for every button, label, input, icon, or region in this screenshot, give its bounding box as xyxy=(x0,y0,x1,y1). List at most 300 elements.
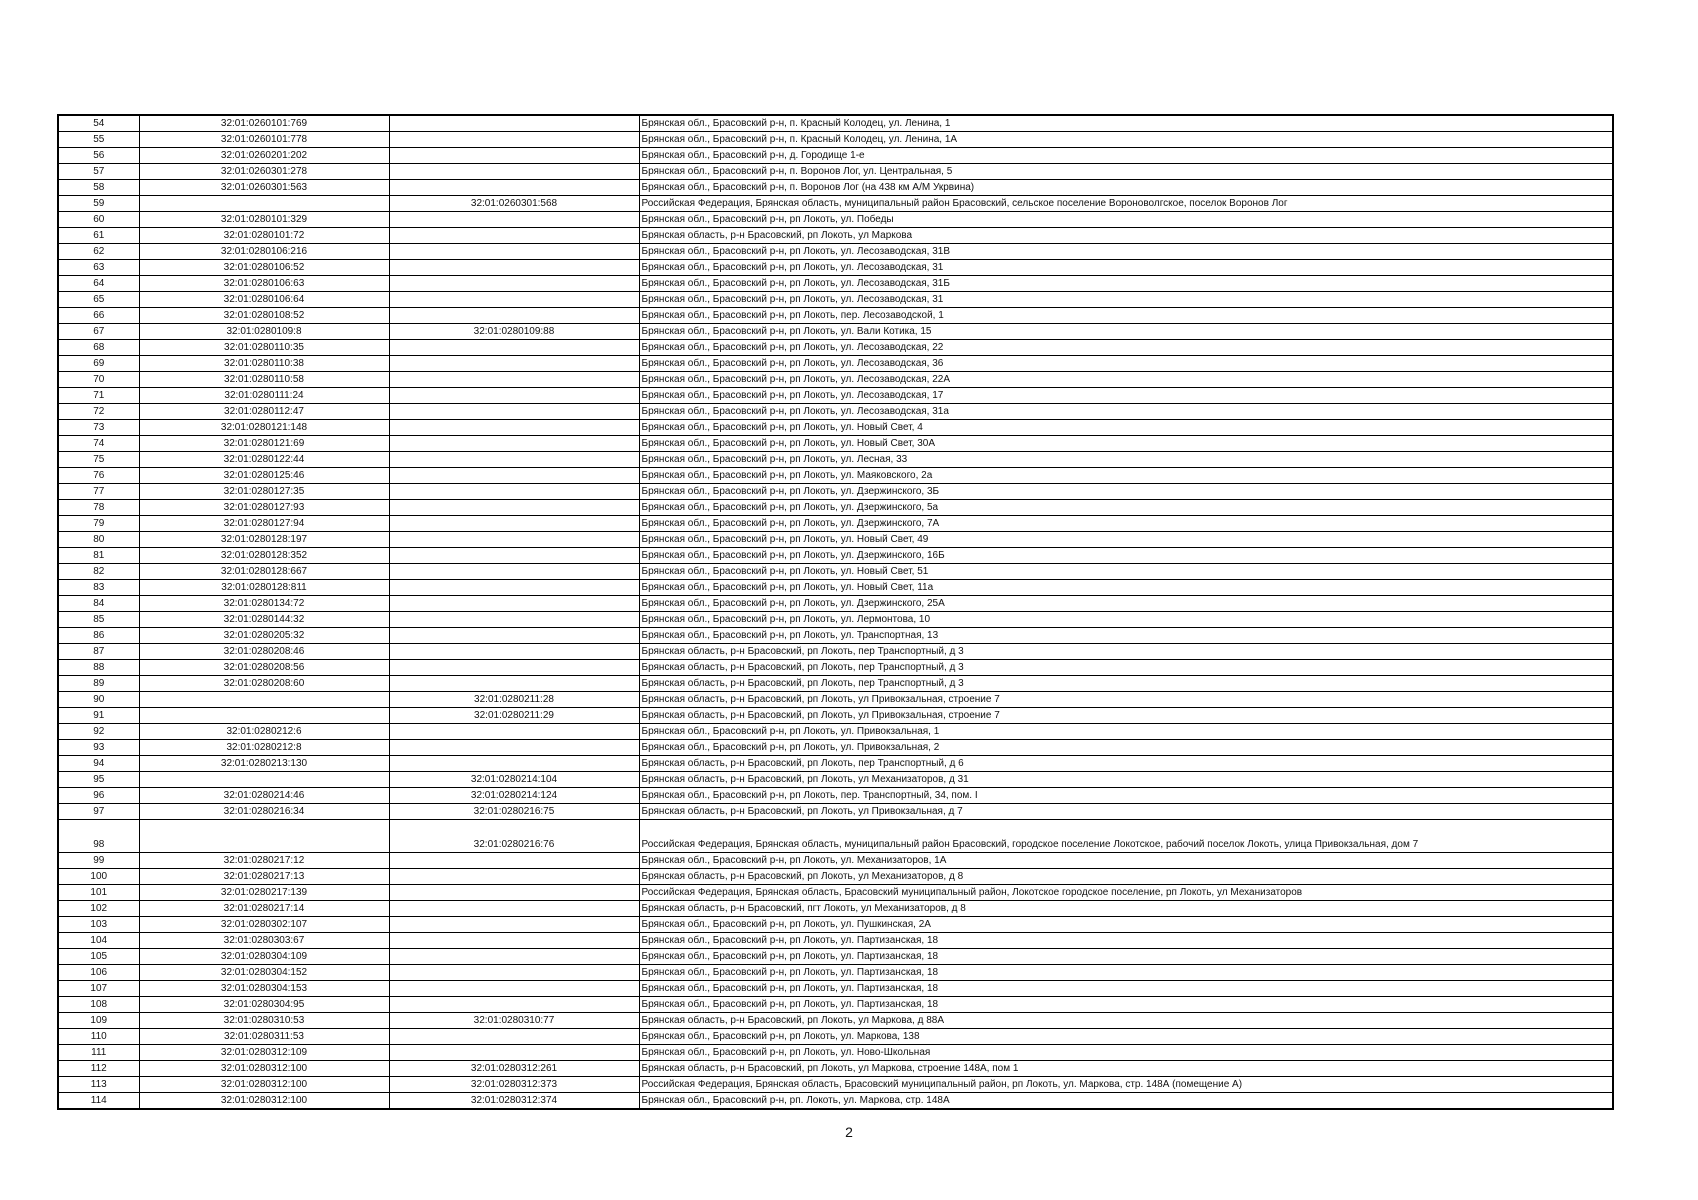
related-cadastral-number-cell xyxy=(389,115,639,132)
address-cell: Брянская область, р-н Брасовский, рп Локоть, пер Транспортный, д 3 xyxy=(639,660,1613,676)
address-cell: Брянская обл., Брасовский р-н, рп Локоть, ул. Партизанская, 18 xyxy=(639,933,1613,949)
row-number-cell: 111 xyxy=(58,1045,139,1061)
cadastral-number-cell: 32:01:0280304:109 xyxy=(139,949,389,965)
row-number-cell: 106 xyxy=(58,965,139,981)
related-cadastral-number-cell xyxy=(389,612,639,628)
address-cell: Брянская обл., Брасовский р-н, рп Локоть, ул. Партизанская, 18 xyxy=(639,997,1613,1013)
row-number-cell: 82 xyxy=(58,564,139,580)
table-row xyxy=(58,820,1613,853)
related-cadastral-number-cell xyxy=(389,404,639,420)
related-cadastral-number-cell xyxy=(389,276,639,292)
row-number-cell: 109 xyxy=(58,1013,139,1029)
table-row xyxy=(58,740,1613,756)
table-row xyxy=(58,404,1613,420)
table-row xyxy=(58,1061,1613,1077)
address-cell: Брянская обл., Брасовский р-н, рп Локоть, ул. Дзержинского, 16Б xyxy=(639,548,1613,564)
table-row xyxy=(58,853,1613,869)
related-cadastral-number-cell xyxy=(389,436,639,452)
row-number-cell: 69 xyxy=(58,356,139,372)
row-number-cell: 110 xyxy=(58,1029,139,1045)
row-number-cell: 85 xyxy=(58,612,139,628)
related-cadastral-number-cell xyxy=(389,372,639,388)
cadastral-number-cell: 32:01:0280208:60 xyxy=(139,676,389,692)
table-row xyxy=(58,132,1613,148)
address-cell: Брянская обл., Брасовский р-н, рп Локоть, ул. Маркова, 138 xyxy=(639,1029,1613,1045)
related-cadastral-number-cell xyxy=(389,1045,639,1061)
related-cadastral-number-cell xyxy=(389,644,639,660)
address-cell: Брянская обл., Брасовский р-н, рп Локоть, ул. Лесозаводская, 36 xyxy=(639,356,1613,372)
related-cadastral-number-cell xyxy=(389,965,639,981)
address-cell: Брянская обл., Брасовский р-н, рп Локоть, ул. Лесозаводская, 31Б xyxy=(639,276,1613,292)
table-row xyxy=(58,356,1613,372)
row-number-cell: 93 xyxy=(58,740,139,756)
address-cell: Брянская обл., Брасовский р-н, рп Локоть, ул. Новый Свет, 30А xyxy=(639,436,1613,452)
address-cell: Брянская обл., Брасовский р-н, рп Локоть, ул. Дзержинского, 3Б xyxy=(639,484,1613,500)
cadastral-number-cell: 32:01:0280101:72 xyxy=(139,228,389,244)
related-cadastral-number-cell: 32:01:0280312:261 xyxy=(389,1061,639,1077)
cadastral-number-cell: 32:01:0280208:46 xyxy=(139,644,389,660)
row-number-cell: 89 xyxy=(58,676,139,692)
cadastral-number-cell xyxy=(139,196,389,212)
table-row xyxy=(58,180,1613,196)
cadastral-number-cell: 32:01:0260201:202 xyxy=(139,148,389,164)
related-cadastral-number-cell xyxy=(389,933,639,949)
related-cadastral-number-cell xyxy=(389,212,639,228)
address-cell: Брянская область, р-н Брасовский, рп Локоть, ул Привокзальная, д 7 xyxy=(639,804,1613,820)
row-number-cell: 74 xyxy=(58,436,139,452)
related-cadastral-number-cell xyxy=(389,676,639,692)
related-cadastral-number-cell xyxy=(389,132,639,148)
address-cell: Брянская обл., Брасовский р-н, рп Локоть, ул. Привокзальная, 1 xyxy=(639,724,1613,740)
address-cell: Брянская обл., Брасовский р-н, рп Локоть, пер. Транспортный, 34, пом. I xyxy=(639,788,1613,804)
table-row xyxy=(58,468,1613,484)
row-number-cell: 59 xyxy=(58,196,139,212)
table-row xyxy=(58,708,1613,724)
related-cadastral-number-cell xyxy=(389,228,639,244)
row-number-cell: 83 xyxy=(58,580,139,596)
cadastral-number-cell: 32:01:0280212:8 xyxy=(139,740,389,756)
row-number-cell: 56 xyxy=(58,148,139,164)
cadastral-number-cell xyxy=(139,820,389,853)
related-cadastral-number-cell xyxy=(389,356,639,372)
cadastral-number-cell: 32:01:0280127:93 xyxy=(139,500,389,516)
cadastral-number-cell: 32:01:0280217:13 xyxy=(139,869,389,885)
address-cell: Брянская обл., Брасовский р-н, п. Воронов Лог, ул. Центральная, 5 xyxy=(639,164,1613,180)
address-cell: Брянская обл., Брасовский р-н, рп Локоть, ул. Дзержинского, 25А xyxy=(639,596,1613,612)
cadastral-number-cell: 32:01:0280205:32 xyxy=(139,628,389,644)
related-cadastral-number-cell xyxy=(389,869,639,885)
table-row xyxy=(58,772,1613,788)
related-cadastral-number-cell xyxy=(389,596,639,612)
address-cell: Брянская область, р-н Брасовский, рп Локоть, ул Маркова, строение 148А, пом 1 xyxy=(639,1061,1613,1077)
related-cadastral-number-cell xyxy=(389,500,639,516)
address-cell: Брянская обл., Брасовский р-н, рп Локоть, ул. Новый Свет, 4 xyxy=(639,420,1613,436)
table-row xyxy=(58,965,1613,981)
related-cadastral-number-cell xyxy=(389,260,639,276)
address-cell: Брянская область, р-н Брасовский, рп Локоть, ул Маркова, д 88А xyxy=(639,1013,1613,1029)
address-cell: Брянская обл., Брасовский р-н, рп Локоть, ул. Новый Свет, 49 xyxy=(639,532,1613,548)
cadastral-number-cell: 32:01:0280121:69 xyxy=(139,436,389,452)
related-cadastral-number-cell: 32:01:0280216:75 xyxy=(389,804,639,820)
row-number-cell: 87 xyxy=(58,644,139,660)
cadastral-number-cell: 32:01:0280304:152 xyxy=(139,965,389,981)
row-number-cell: 79 xyxy=(58,516,139,532)
row-number-cell: 77 xyxy=(58,484,139,500)
related-cadastral-number-cell xyxy=(389,740,639,756)
row-number-cell: 103 xyxy=(58,917,139,933)
row-number-cell: 65 xyxy=(58,292,139,308)
row-number-cell: 88 xyxy=(58,660,139,676)
cadastral-number-cell: 32:01:0280214:46 xyxy=(139,788,389,804)
related-cadastral-number-cell xyxy=(389,548,639,564)
related-cadastral-number-cell xyxy=(389,917,639,933)
cadastral-number-cell: 32:01:0280108:52 xyxy=(139,308,389,324)
row-number-cell: 113 xyxy=(58,1077,139,1093)
row-number-cell: 108 xyxy=(58,997,139,1013)
table-row xyxy=(58,1013,1613,1029)
address-cell: Брянская обл., Брасовский р-н, рп Локоть, ул. Лесозаводская, 17 xyxy=(639,388,1613,404)
row-number-cell: 62 xyxy=(58,244,139,260)
related-cadastral-number-cell xyxy=(389,148,639,164)
row-number-cell: 112 xyxy=(58,1061,139,1077)
address-cell: Брянская обл., Брасовский р-н, д. Городище 1-е xyxy=(639,148,1613,164)
table-row xyxy=(58,1045,1613,1061)
cadastral-number-cell: 32:01:0280212:6 xyxy=(139,724,389,740)
related-cadastral-number-cell: 32:01:0280310:77 xyxy=(389,1013,639,1029)
table-row xyxy=(58,228,1613,244)
cadastral-number-cell: 32:01:0280128:811 xyxy=(139,580,389,596)
related-cadastral-number-cell xyxy=(389,452,639,468)
row-number-cell: 98 xyxy=(58,820,139,853)
table-row xyxy=(58,724,1613,740)
table-row xyxy=(58,452,1613,468)
related-cadastral-number-cell xyxy=(389,1029,639,1045)
table-row xyxy=(58,756,1613,772)
cadastral-number-cell: 32:01:0280310:53 xyxy=(139,1013,389,1029)
row-number-cell: 114 xyxy=(58,1093,139,1110)
table-row xyxy=(58,148,1613,164)
cadastral-number-cell: 32:01:0280303:67 xyxy=(139,933,389,949)
cadastral-number-cell xyxy=(139,772,389,788)
address-cell: Брянская обл., Брасовский р-н, рп Локоть, ул. Дзержинского, 5а xyxy=(639,500,1613,516)
related-cadastral-number-cell: 32:01:0260301:568 xyxy=(389,196,639,212)
table-row xyxy=(58,276,1613,292)
table-row xyxy=(58,676,1613,692)
table-row xyxy=(58,885,1613,901)
row-number-cell: 63 xyxy=(58,260,139,276)
row-number-cell: 86 xyxy=(58,628,139,644)
table-row xyxy=(58,115,1613,132)
related-cadastral-number-cell xyxy=(389,180,639,196)
cadastral-number-cell: 32:01:0280112:47 xyxy=(139,404,389,420)
address-cell: Брянская обл., Брасовский р-н, рп Локоть, ул. Партизанская, 18 xyxy=(639,981,1613,997)
related-cadastral-number-cell: 32:01:0280211:28 xyxy=(389,692,639,708)
address-cell: Брянская обл., Брасовский р-н, рп Локоть, ул. Транспортная, 13 xyxy=(639,628,1613,644)
cadastral-number-cell: 32:01:0280128:197 xyxy=(139,532,389,548)
table-row xyxy=(58,292,1613,308)
related-cadastral-number-cell xyxy=(389,660,639,676)
cadastral-number-cell: 32:01:0280216:34 xyxy=(139,804,389,820)
cadastral-number-cell: 32:01:0280144:32 xyxy=(139,612,389,628)
address-cell: Брянская обл., Брасовский р-н, рп Локоть, ул. Партизанская, 18 xyxy=(639,965,1613,981)
address-cell: Брянская обл., Брасовский р-н, рп Локоть, ул. Лесозаводская, 22 xyxy=(639,340,1613,356)
row-number-cell: 78 xyxy=(58,500,139,516)
cadastral-number-cell: 32:01:0280111:24 xyxy=(139,388,389,404)
related-cadastral-number-cell xyxy=(389,981,639,997)
row-number-cell: 70 xyxy=(58,372,139,388)
address-cell: Брянская обл., Брасовский р-н, рп Локоть, ул. Партизанская, 18 xyxy=(639,949,1613,965)
address-cell: Брянская область, р-н Брасовский, рп Локоть, ул Привокзальная, строение 7 xyxy=(639,708,1613,724)
row-number-cell: 75 xyxy=(58,452,139,468)
address-cell: Брянская обл., Брасовский р-н, рп Локоть, ул. Лесозаводская, 31В xyxy=(639,244,1613,260)
row-number-cell: 90 xyxy=(58,692,139,708)
related-cadastral-number-cell xyxy=(389,468,639,484)
row-number-cell: 58 xyxy=(58,180,139,196)
table-row xyxy=(58,564,1613,580)
table-row xyxy=(58,644,1613,660)
cadastral-number-cell: 32:01:0280213:130 xyxy=(139,756,389,772)
cadastral-number-cell: 32:01:0280304:153 xyxy=(139,981,389,997)
address-cell: Брянская обл., Брасовский р-н, рп Локоть, ул. Пушкинская, 2А xyxy=(639,917,1613,933)
related-cadastral-number-cell xyxy=(389,388,639,404)
table-row xyxy=(58,164,1613,180)
row-number-cell: 80 xyxy=(58,532,139,548)
row-number-cell: 104 xyxy=(58,933,139,949)
related-cadastral-number-cell: 32:01:0280214:124 xyxy=(389,788,639,804)
row-number-cell: 107 xyxy=(58,981,139,997)
row-number-cell: 64 xyxy=(58,276,139,292)
row-number-cell: 72 xyxy=(58,404,139,420)
table-body xyxy=(58,115,1613,1109)
table-row xyxy=(58,660,1613,676)
cadastral-number-cell: 32:01:0280122:44 xyxy=(139,452,389,468)
cadastral-number-cell: 32:01:0280217:14 xyxy=(139,901,389,917)
row-number-cell: 55 xyxy=(58,132,139,148)
address-cell: Российская Федерация, Брянская область, Брасовский муниципальный район, Локотское городское поселение, рп Локоть, ул Механизаторов xyxy=(639,885,1613,901)
address-cell: Брянская обл., Брасовский р-н, п. Красный Колодец, ул. Ленина, 1А xyxy=(639,132,1613,148)
address-cell: Брянская область, р-н Брасовский, пгт Локоть, ул Механизаторов, д 8 xyxy=(639,901,1613,917)
related-cadastral-number-cell xyxy=(389,885,639,901)
cadastral-number-cell: 32:01:0280106:52 xyxy=(139,260,389,276)
address-cell: Российская Федерация, Брянская область, муниципальный район Брасовский, городское поселение Локотское, рабочий поселок Локоть, улица Привокзальная, дом 7 xyxy=(639,820,1613,853)
related-cadastral-number-cell: 32:01:0280216:76 xyxy=(389,820,639,853)
address-cell: Брянская обл., Брасовский р-н, рп Локоть, ул. Лесозаводская, 31а xyxy=(639,404,1613,420)
address-cell: Брянская обл., Брасовский р-н, рп Локоть, пер. Лесозаводской, 1 xyxy=(639,308,1613,324)
table-row xyxy=(58,917,1613,933)
cadastral-number-cell: 32:01:0280106:63 xyxy=(139,276,389,292)
related-cadastral-number-cell xyxy=(389,420,639,436)
cadastral-number-cell: 32:01:0280312:100 xyxy=(139,1061,389,1077)
row-number-cell: 91 xyxy=(58,708,139,724)
table-row xyxy=(58,308,1613,324)
address-cell: Брянская обл., Брасовский р-н, рп Локоть, ул. Привокзальная, 2 xyxy=(639,740,1613,756)
address-cell: Брянская обл., Брасовский р-н, рп Локоть, ул. Вали Котика, 15 xyxy=(639,324,1613,340)
cadastral-number-cell: 32:01:0280101:329 xyxy=(139,212,389,228)
row-number-cell: 102 xyxy=(58,901,139,917)
row-number-cell: 96 xyxy=(58,788,139,804)
row-number-cell: 105 xyxy=(58,949,139,965)
address-cell: Брянская область, р-н Брасовский, рп Локоть, ул Маркова xyxy=(639,228,1613,244)
related-cadastral-number-cell xyxy=(389,244,639,260)
related-cadastral-number-cell xyxy=(389,580,639,596)
cadastral-number-cell: 32:01:0280106:216 xyxy=(139,244,389,260)
cadastral-number-cell: 32:01:0260301:278 xyxy=(139,164,389,180)
row-number-cell: 61 xyxy=(58,228,139,244)
row-number-cell: 67 xyxy=(58,324,139,340)
table-row xyxy=(58,628,1613,644)
cadastral-number-cell: 32:01:0280312:109 xyxy=(139,1045,389,1061)
row-number-cell: 101 xyxy=(58,885,139,901)
address-cell: Брянская область, р-н Брасовский, рп Локоть, ул Привокзальная, строение 7 xyxy=(639,692,1613,708)
table-row xyxy=(58,1077,1613,1093)
related-cadastral-number-cell xyxy=(389,164,639,180)
cadastral-number-cell: 32:01:0280217:139 xyxy=(139,885,389,901)
table-row xyxy=(58,340,1613,356)
row-number-cell: 95 xyxy=(58,772,139,788)
table-row xyxy=(58,548,1613,564)
table-row xyxy=(58,804,1613,820)
row-number-cell: 81 xyxy=(58,548,139,564)
cadastral-number-cell: 32:01:0280311:53 xyxy=(139,1029,389,1045)
address-cell: Брянская обл., Брасовский р-н, рп Локоть, ул. Победы xyxy=(639,212,1613,228)
cadastral-number-cell: 32:01:0280127:35 xyxy=(139,484,389,500)
address-cell: Брянская обл., Брасовский р-н, рп Локоть, ул. Новый Свет, 51 xyxy=(639,564,1613,580)
row-number-cell: 73 xyxy=(58,420,139,436)
cadastral-number-cell: 32:01:0280304:95 xyxy=(139,997,389,1013)
table-row xyxy=(58,901,1613,917)
table-row xyxy=(58,484,1613,500)
cadastral-number-cell: 32:01:0280110:35 xyxy=(139,340,389,356)
row-number-cell: 94 xyxy=(58,756,139,772)
address-cell: Российская Федерация, Брянская область, Брасовский муниципальный район, рп Локоть, ул. Маркова, стр. 148А (помещение А) xyxy=(639,1077,1613,1093)
table-row xyxy=(58,324,1613,340)
table-row xyxy=(58,869,1613,885)
cadastral-number-cell: 32:01:0280127:94 xyxy=(139,516,389,532)
address-cell: Брянская обл., Брасовский р-н, рп Локоть, ул. Дзержинского, 7А xyxy=(639,516,1613,532)
table-row xyxy=(58,196,1613,212)
table-row xyxy=(58,788,1613,804)
row-number-cell: 92 xyxy=(58,724,139,740)
related-cadastral-number-cell xyxy=(389,532,639,548)
related-cadastral-number-cell xyxy=(389,756,639,772)
address-cell: Брянская обл., Брасовский р-н, рп Локоть, ул. Лесозаводская, 31 xyxy=(639,292,1613,308)
related-cadastral-number-cell: 32:01:0280109:88 xyxy=(389,324,639,340)
related-cadastral-number-cell xyxy=(389,853,639,869)
cadastral-number-cell: 32:01:0280134:72 xyxy=(139,596,389,612)
related-cadastral-number-cell: 32:01:0280312:374 xyxy=(389,1093,639,1110)
row-number-cell: 66 xyxy=(58,308,139,324)
table-row xyxy=(58,516,1613,532)
related-cadastral-number-cell: 32:01:0280312:373 xyxy=(389,1077,639,1093)
row-number-cell: 54 xyxy=(58,115,139,132)
related-cadastral-number-cell xyxy=(389,901,639,917)
cadastral-number-cell: 32:01:0280128:667 xyxy=(139,564,389,580)
related-cadastral-number-cell xyxy=(389,484,639,500)
table-row xyxy=(58,372,1613,388)
cadastral-number-cell: 32:01:0280312:100 xyxy=(139,1093,389,1110)
table-row xyxy=(58,500,1613,516)
address-cell: Брянская обл., Брасовский р-н, рп Локоть, ул. Новый Свет, 11а xyxy=(639,580,1613,596)
table-row xyxy=(58,933,1613,949)
related-cadastral-number-cell xyxy=(389,949,639,965)
related-cadastral-number-cell: 32:01:0280214:104 xyxy=(389,772,639,788)
address-cell: Брянская обл., Брасовский р-н, п. Красный Колодец, ул. Ленина, 1 xyxy=(639,115,1613,132)
cadastral-number-cell: 32:01:0280217:12 xyxy=(139,853,389,869)
cadastral-number-cell: 32:01:0280106:64 xyxy=(139,292,389,308)
row-number-cell: 84 xyxy=(58,596,139,612)
row-number-cell: 100 xyxy=(58,869,139,885)
address-cell: Брянская обл., Брасовский р-н, п. Воронов Лог (на 438 км А/М Укрвина) xyxy=(639,180,1613,196)
table-row xyxy=(58,580,1613,596)
table-row xyxy=(58,596,1613,612)
related-cadastral-number-cell xyxy=(389,308,639,324)
address-cell: Брянская обл., Брасовский р-н, рп Локоть, ул. Маяковского, 2а xyxy=(639,468,1613,484)
row-number-cell: 57 xyxy=(58,164,139,180)
address-cell: Брянская обл., Брасовский р-н, рп Локоть, ул. Лермонтова, 10 xyxy=(639,612,1613,628)
row-number-cell: 97 xyxy=(58,804,139,820)
table-row xyxy=(58,997,1613,1013)
cadastral-number-cell: 32:01:0280125:46 xyxy=(139,468,389,484)
address-cell: Брянская обл., Брасовский р-н, рп Локоть, ул. Лесозаводская, 22А xyxy=(639,372,1613,388)
address-cell: Брянская область, р-н Брасовский, рп Локоть, ул Механизаторов, д 8 xyxy=(639,869,1613,885)
row-number-cell: 99 xyxy=(58,853,139,869)
address-cell: Брянская область, р-н Брасовский, рп Локоть, пер Транспортный, д 3 xyxy=(639,644,1613,660)
cadastral-number-cell: 32:01:0260301:563 xyxy=(139,180,389,196)
table-row xyxy=(58,692,1613,708)
related-cadastral-number-cell xyxy=(389,997,639,1013)
cadastral-number-cell xyxy=(139,708,389,724)
table-row xyxy=(58,532,1613,548)
cadastral-number-cell: 32:01:0260101:769 xyxy=(139,115,389,132)
table-row xyxy=(58,612,1613,628)
cadastral-number-cell xyxy=(139,692,389,708)
cadastral-number-cell: 32:01:0280208:56 xyxy=(139,660,389,676)
address-cell: Брянская область, р-н Брасовский, рп Локоть, ул Механизаторов, д 31 xyxy=(639,772,1613,788)
cadastral-number-cell: 32:01:0280121:148 xyxy=(139,420,389,436)
related-cadastral-number-cell xyxy=(389,340,639,356)
address-cell: Брянская обл., Брасовский р-н, рп Локоть, ул. Лесозаводская, 31 xyxy=(639,260,1613,276)
table-row xyxy=(58,1093,1613,1110)
related-cadastral-number-cell xyxy=(389,292,639,308)
related-cadastral-number-cell: 32:01:0280211:29 xyxy=(389,708,639,724)
cadastral-number-cell: 32:01:0260101:778 xyxy=(139,132,389,148)
row-number-cell: 68 xyxy=(58,340,139,356)
cadastral-number-cell: 32:01:0280302:107 xyxy=(139,917,389,933)
page-number: 2 xyxy=(845,1124,853,1140)
table-row xyxy=(58,1029,1613,1045)
related-cadastral-number-cell xyxy=(389,564,639,580)
related-cadastral-number-cell xyxy=(389,724,639,740)
cadastral-number-cell: 32:01:0280110:58 xyxy=(139,372,389,388)
address-cell: Брянская обл., Брасовский р-н, рп Локоть, ул. Лесная, 33 xyxy=(639,452,1613,468)
table-row xyxy=(58,436,1613,452)
table-row xyxy=(58,244,1613,260)
address-cell: Брянская область, р-н Брасовский, рп Локоть, пер Транспортный, д 6 xyxy=(639,756,1613,772)
cadastral-number-cell: 32:01:0280128:352 xyxy=(139,548,389,564)
related-cadastral-number-cell xyxy=(389,628,639,644)
table-row xyxy=(58,420,1613,436)
table-row xyxy=(58,949,1613,965)
property-table xyxy=(57,114,1614,1110)
address-cell: Брянская область, р-н Брасовский, рп Локоть, пер Транспортный, д 3 xyxy=(639,676,1613,692)
row-number-cell: 60 xyxy=(58,212,139,228)
cadastral-number-cell: 32:01:0280109:8 xyxy=(139,324,389,340)
table-row xyxy=(58,260,1613,276)
table-row xyxy=(58,981,1613,997)
address-cell: Российская Федерация, Брянская область, муниципальный район Брасовский, сельское поселение Вороноволгское, поселок Воронов Лог xyxy=(639,196,1613,212)
address-cell: Брянская обл., Брасовский р-н, рп Локоть, ул. Механизаторов, 1А xyxy=(639,853,1613,869)
row-number-cell: 71 xyxy=(58,388,139,404)
